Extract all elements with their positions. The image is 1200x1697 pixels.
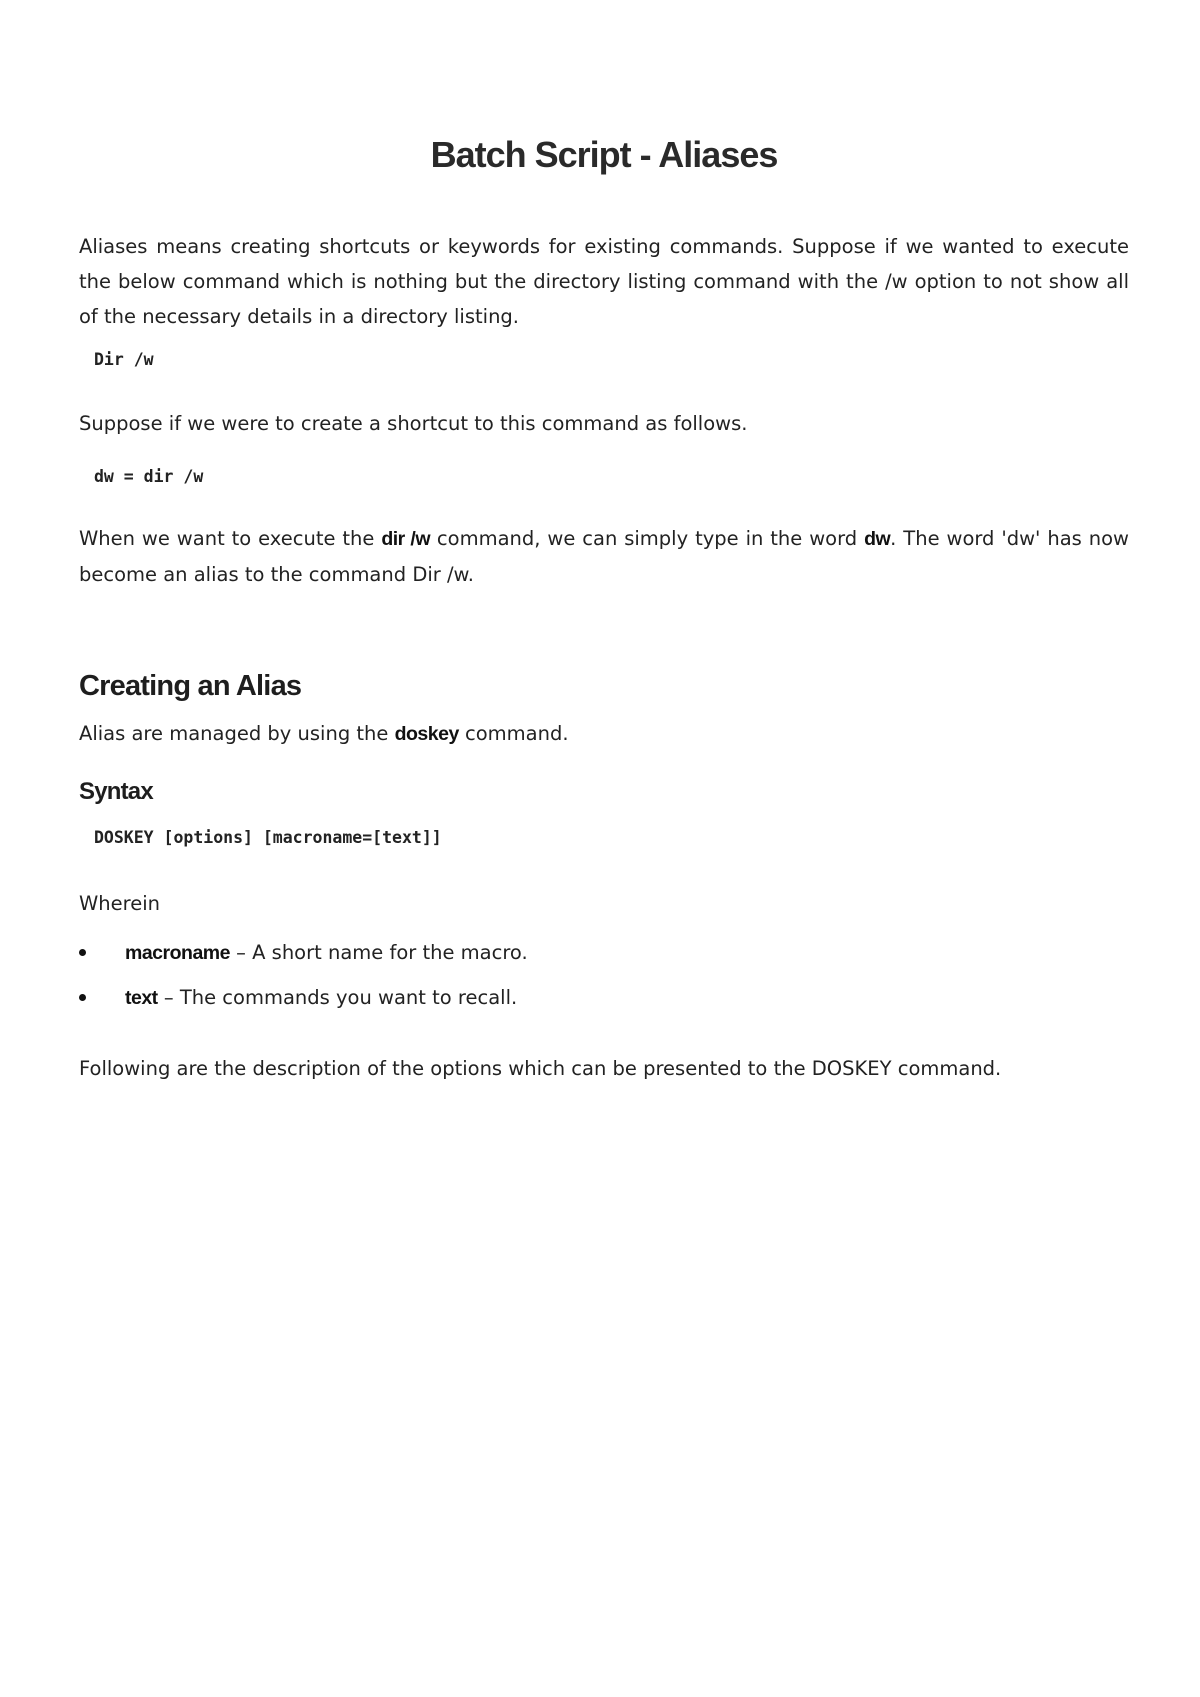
list-item-term: macroname — [125, 942, 230, 964]
list-item-term: text — [125, 987, 158, 1009]
shortcut-paragraph: Suppose if we were to create a shortcut to this command as follows. — [79, 412, 748, 435]
doskey-paragraph — [79, 716, 1129, 752]
following-paragraph: Following are the description of the options which can be presented to the DOSKEY command. — [79, 1057, 1002, 1080]
wherein-label: Wherein — [79, 892, 160, 915]
bullet-dot-icon — [79, 994, 86, 1001]
list-item — [79, 980, 1129, 1016]
text-segment: Alias are managed by using the — [79, 722, 395, 745]
alias-explanation-paragraph — [79, 521, 1129, 592]
text-segment: When we want to execute the — [79, 527, 382, 550]
heading-creating-alias: Creating an Alias — [79, 670, 302, 702]
parameter-list — [79, 935, 1129, 1025]
list-item-desc: – The commands you want to recall. — [157, 986, 518, 1009]
list-item-desc: – A short name for the macro. — [229, 941, 528, 964]
bold-command-dw: dw — [864, 528, 891, 550]
bold-doskey: doskey — [394, 723, 459, 745]
text-segment: command, we can simply type in the word — [430, 527, 865, 550]
code-block-syntax: DOSKEY [options] [macroname=[text]] — [94, 828, 442, 847]
text-segment: . The word 'dw' has now become an alias to the command Dir /w. — [79, 527, 1129, 586]
list-item — [79, 935, 1129, 971]
code-block-dw: dw = dir /w — [94, 467, 204, 486]
bold-command-dir: dir /w — [381, 528, 430, 550]
code-block-dir: Dir /w — [94, 350, 154, 369]
text-segment: command. — [458, 722, 569, 745]
bullet-dot-icon — [79, 949, 86, 956]
intro-paragraph: Aliases means creating shortcuts or keywords for existing commands. Suppose if we wanted to execute the below command which is nothing but the directory listing command with the /w option to not show all of the necessary details in a directory listing. — [79, 235, 1129, 328]
page-title: Batch Script - Aliases — [430, 134, 778, 175]
heading-syntax: Syntax — [79, 778, 153, 805]
